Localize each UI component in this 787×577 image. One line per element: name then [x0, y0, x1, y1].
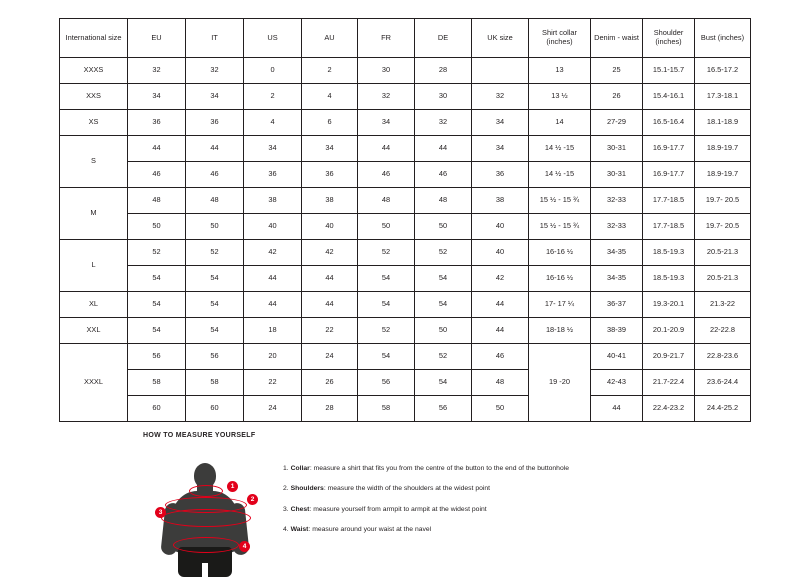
- cell-denim-waist: 26: [591, 84, 643, 110]
- how-to-measure-item: [283, 485, 569, 493]
- cell-us: 40: [244, 214, 302, 240]
- how-to-item-number: 1.: [283, 465, 289, 472]
- cell-it: 56: [186, 344, 244, 370]
- cell-international-size: XL: [60, 292, 128, 318]
- cell-fr: 54: [358, 292, 415, 318]
- cell-bust: 16.5-17.2: [695, 58, 751, 84]
- cell-fr: 50: [358, 214, 415, 240]
- cell-shoulder: 18.5-19.3: [643, 266, 695, 292]
- table-row: [60, 370, 751, 396]
- table-row: [60, 396, 751, 422]
- how-to-measure-item: [283, 526, 569, 534]
- table-row: [60, 318, 751, 344]
- cell-au: 6: [302, 110, 358, 136]
- cell-shirt-collar: 14 ½ -15: [529, 162, 591, 188]
- cell-de: 52: [415, 240, 472, 266]
- cell-eu: 36: [128, 110, 186, 136]
- table-row: [60, 84, 751, 110]
- cell-fr: 54: [358, 344, 415, 370]
- cell-it: 32: [186, 58, 244, 84]
- cell-denim-waist: 34-35: [591, 240, 643, 266]
- how-to-item-number: 3.: [283, 505, 289, 513]
- how-to-item-text: : measure the width of the shoulders at the widest point: [323, 485, 491, 493]
- waist-measure-line-icon: [173, 537, 239, 553]
- cell-au: 26: [302, 370, 358, 396]
- cell-eu: 46: [128, 162, 186, 188]
- cell-shoulder: 15.1-15.7: [643, 58, 695, 84]
- cell-international-size: S: [60, 136, 128, 188]
- body-figure-illustration: [145, 451, 265, 571]
- how-to-item-text: : measure a shirt that fits you from the centre of the button to the end of the buttonhole: [309, 465, 570, 472]
- cell-it: 36: [186, 110, 244, 136]
- cell-us: 44: [244, 266, 302, 292]
- cell-shoulder: 21.7-22.4: [643, 370, 695, 396]
- cell-uk: [472, 58, 529, 84]
- cell-eu: 44: [128, 136, 186, 162]
- cell-shirt-collar: 16-16 ½: [529, 266, 591, 292]
- cell-it: 60: [186, 396, 244, 422]
- cell-au: 22: [302, 318, 358, 344]
- cell-shoulder: 16.9-17.7: [643, 136, 695, 162]
- table-row: [60, 110, 751, 136]
- cell-international-size: XS: [60, 110, 128, 136]
- table-row: [60, 266, 751, 292]
- cell-au: 28: [302, 396, 358, 422]
- cell-us: 38: [244, 188, 302, 214]
- how-to-measure-section: [143, 432, 703, 571]
- cell-denim-waist: 30-31: [591, 136, 643, 162]
- marker-1-icon: 1: [227, 481, 238, 492]
- cell-bust: 17.3-18.1: [695, 84, 751, 110]
- cell-denim-waist: 25: [591, 58, 643, 84]
- cell-shirt-collar: 18-18 ½: [529, 318, 591, 344]
- cell-uk: 32: [472, 84, 529, 110]
- cell-us: 20: [244, 344, 302, 370]
- cell-bust: 18.9-19.7: [695, 136, 751, 162]
- table-header-row: [60, 19, 751, 58]
- cell-au: 38: [302, 188, 358, 214]
- cell-international-size: XXS: [60, 84, 128, 110]
- cell-eu: 60: [128, 396, 186, 422]
- cell-eu: 34: [128, 84, 186, 110]
- cell-shoulder: 22.4-23.2: [643, 396, 695, 422]
- table-row: [60, 136, 751, 162]
- cell-uk: 38: [472, 188, 529, 214]
- col-header-uk-size: UK size: [472, 19, 529, 58]
- col-header-international-size: International size: [60, 19, 128, 58]
- cell-us: 36: [244, 162, 302, 188]
- cell-de: 32: [415, 110, 472, 136]
- cell-au: 34: [302, 136, 358, 162]
- how-to-item-label: Shoulders: [290, 485, 324, 493]
- cell-bust: 20.5-21.3: [695, 240, 751, 266]
- col-header-eu: EU: [128, 19, 186, 58]
- cell-shoulder: 18.5-19.3: [643, 240, 695, 266]
- cell-it: 50: [186, 214, 244, 240]
- how-to-item-label: Waist: [290, 526, 309, 534]
- cell-au: 2: [302, 58, 358, 84]
- cell-international-size: XXL: [60, 318, 128, 344]
- cell-fr: 48: [358, 188, 415, 214]
- cell-de: 44: [415, 136, 472, 162]
- how-to-item-number: 2.: [283, 485, 289, 493]
- collar-measure-line-icon: [189, 485, 223, 497]
- table-row: [60, 162, 751, 188]
- cell-bust: 21.3-22: [695, 292, 751, 318]
- cell-shoulder: 17.7-18.5: [643, 214, 695, 240]
- col-header-shirt-collar: Shirt collar (inches): [529, 19, 591, 58]
- how-to-item-number: 4.: [283, 526, 289, 534]
- cell-shirt-collar: 19 -20: [529, 344, 591, 422]
- how-to-item-label: Chest: [290, 505, 310, 513]
- cell-de: 50: [415, 214, 472, 240]
- cell-uk: 46: [472, 344, 529, 370]
- cell-fr: 30: [358, 58, 415, 84]
- col-header-it: IT: [186, 19, 244, 58]
- cell-bust: 19.7- 20.5: [695, 214, 751, 240]
- cell-au: 24: [302, 344, 358, 370]
- cell-denim-waist: 34-35: [591, 266, 643, 292]
- cell-de: 54: [415, 292, 472, 318]
- how-to-item-label: Collar: [290, 465, 310, 472]
- table-row: [60, 240, 751, 266]
- cell-international-size: XXXS: [60, 58, 128, 84]
- cell-denim-waist: 38-39: [591, 318, 643, 344]
- cell-au: 44: [302, 292, 358, 318]
- cell-fr: 52: [358, 318, 415, 344]
- cell-fr: 56: [358, 370, 415, 396]
- cell-de: 50: [415, 318, 472, 344]
- cell-bust: 22-22.8: [695, 318, 751, 344]
- cell-de: 52: [415, 344, 472, 370]
- cell-fr: 34: [358, 110, 415, 136]
- cell-denim-waist: 27-29: [591, 110, 643, 136]
- cell-us: 18: [244, 318, 302, 344]
- cell-us: 34: [244, 136, 302, 162]
- table-body: [60, 58, 751, 422]
- cell-bust: 18.9-19.7: [695, 162, 751, 188]
- cell-eu: 32: [128, 58, 186, 84]
- how-to-measure-list: [283, 451, 569, 547]
- cell-de: 54: [415, 266, 472, 292]
- figure-shorts-notch: [202, 563, 208, 577]
- cell-us: 2: [244, 84, 302, 110]
- cell-denim-waist: 44: [591, 396, 643, 422]
- col-header-au: AU: [302, 19, 358, 58]
- cell-denim-waist: 32-33: [591, 188, 643, 214]
- cell-shoulder: 20.1-20.9: [643, 318, 695, 344]
- cell-de: 56: [415, 396, 472, 422]
- cell-it: 46: [186, 162, 244, 188]
- cell-au: 42: [302, 240, 358, 266]
- cell-it: 54: [186, 292, 244, 318]
- cell-eu: 54: [128, 266, 186, 292]
- col-header-bust: Bust (inches): [695, 19, 751, 58]
- chest-measure-line-icon: [161, 509, 251, 527]
- col-header-de: DE: [415, 19, 472, 58]
- table-row: [60, 214, 751, 240]
- col-header-us: US: [244, 19, 302, 58]
- col-header-fr: FR: [358, 19, 415, 58]
- cell-shirt-collar: 17- 17 ¼: [529, 292, 591, 318]
- cell-au: 44: [302, 266, 358, 292]
- cell-international-size: XXXL: [60, 344, 128, 422]
- cell-shoulder: 17.7-18.5: [643, 188, 695, 214]
- cell-international-size: L: [60, 240, 128, 292]
- cell-shirt-collar: 14 ½ -15: [529, 136, 591, 162]
- cell-fr: 44: [358, 136, 415, 162]
- how-to-measure-item: [283, 506, 569, 514]
- cell-eu: 52: [128, 240, 186, 266]
- cell-uk: 44: [472, 292, 529, 318]
- cell-fr: 32: [358, 84, 415, 110]
- cell-au: 40: [302, 214, 358, 240]
- cell-uk: 34: [472, 110, 529, 136]
- cell-uk: 40: [472, 240, 529, 266]
- cell-uk: 36: [472, 162, 529, 188]
- cell-it: 58: [186, 370, 244, 396]
- cell-uk: 42: [472, 266, 529, 292]
- table-header: [60, 19, 751, 58]
- cell-eu: 58: [128, 370, 186, 396]
- cell-it: 48: [186, 188, 244, 214]
- cell-shirt-collar: 15 ½ - 15 ¾: [529, 188, 591, 214]
- cell-uk: 34: [472, 136, 529, 162]
- marker-3-icon: 3: [155, 507, 166, 518]
- cell-it: 34: [186, 84, 244, 110]
- cell-denim-waist: 30-31: [591, 162, 643, 188]
- marker-4-icon: 4: [239, 541, 250, 552]
- how-to-measure-title: HOW TO MEASURE YOURSELF: [143, 432, 256, 439]
- how-to-measure-item: [283, 465, 569, 473]
- cell-uk: 48: [472, 370, 529, 396]
- table-row: [60, 292, 751, 318]
- cell-shoulder: 20.9-21.7: [643, 344, 695, 370]
- cell-us: 4: [244, 110, 302, 136]
- cell-uk: 40: [472, 214, 529, 240]
- cell-bust: 24.4-25.2: [695, 396, 751, 422]
- cell-us: 0: [244, 58, 302, 84]
- cell-shoulder: 16.9-17.7: [643, 162, 695, 188]
- cell-fr: 52: [358, 240, 415, 266]
- cell-us: 44: [244, 292, 302, 318]
- cell-international-size: M: [60, 188, 128, 240]
- cell-shirt-collar: 15 ½ - 15 ¾: [529, 214, 591, 240]
- cell-bust: 20.5-21.3: [695, 266, 751, 292]
- cell-eu: 54: [128, 318, 186, 344]
- cell-au: 4: [302, 84, 358, 110]
- how-to-item-text: : measure yourself from armpit to armpit at the widest point: [309, 505, 487, 513]
- cell-us: 42: [244, 240, 302, 266]
- cell-it: 44: [186, 136, 244, 162]
- cell-bust: 19.7- 20.5: [695, 188, 751, 214]
- cell-eu: 54: [128, 292, 186, 318]
- cell-au: 36: [302, 162, 358, 188]
- cell-fr: 46: [358, 162, 415, 188]
- cell-denim-waist: 32-33: [591, 214, 643, 240]
- col-header-denim-waist: Denim - waist: [591, 19, 643, 58]
- how-to-item-text: : measure around your waist at the navel: [308, 526, 432, 534]
- table-row: [60, 58, 751, 84]
- cell-bust: 18.1-18.9: [695, 110, 751, 136]
- cell-de: 28: [415, 58, 472, 84]
- cell-shoulder: 15.4-16.1: [643, 84, 695, 110]
- cell-eu: 56: [128, 344, 186, 370]
- cell-eu: 48: [128, 188, 186, 214]
- cell-shirt-collar: 13: [529, 58, 591, 84]
- col-header-shoulder: Shoulder (inches): [643, 19, 695, 58]
- cell-bust: 23.6-24.4: [695, 370, 751, 396]
- cell-de: 46: [415, 162, 472, 188]
- cell-shirt-collar: 14: [529, 110, 591, 136]
- cell-shirt-collar: 16-16 ½: [529, 240, 591, 266]
- cell-it: 52: [186, 240, 244, 266]
- cell-bust: 22.8-23.6: [695, 344, 751, 370]
- cell-denim-waist: 42-43: [591, 370, 643, 396]
- table-row: [60, 188, 751, 214]
- marker-2-icon: 2: [247, 494, 258, 505]
- size-table: [59, 18, 751, 422]
- cell-de: 54: [415, 370, 472, 396]
- table-row: [60, 344, 751, 370]
- cell-shoulder: 19.3-20.1: [643, 292, 695, 318]
- cell-us: 24: [244, 396, 302, 422]
- cell-uk: 50: [472, 396, 529, 422]
- cell-fr: 54: [358, 266, 415, 292]
- how-to-measure-body: [143, 451, 703, 571]
- cell-us: 22: [244, 370, 302, 396]
- cell-shoulder: 16.5-16.4: [643, 110, 695, 136]
- cell-fr: 58: [358, 396, 415, 422]
- cell-eu: 50: [128, 214, 186, 240]
- cell-shirt-collar: 13 ½: [529, 84, 591, 110]
- cell-it: 54: [186, 318, 244, 344]
- cell-uk: 44: [472, 318, 529, 344]
- cell-de: 48: [415, 188, 472, 214]
- size-table-container: [59, 18, 745, 422]
- cell-denim-waist: 36-37: [591, 292, 643, 318]
- cell-denim-waist: 40-41: [591, 344, 643, 370]
- cell-it: 54: [186, 266, 244, 292]
- cell-de: 30: [415, 84, 472, 110]
